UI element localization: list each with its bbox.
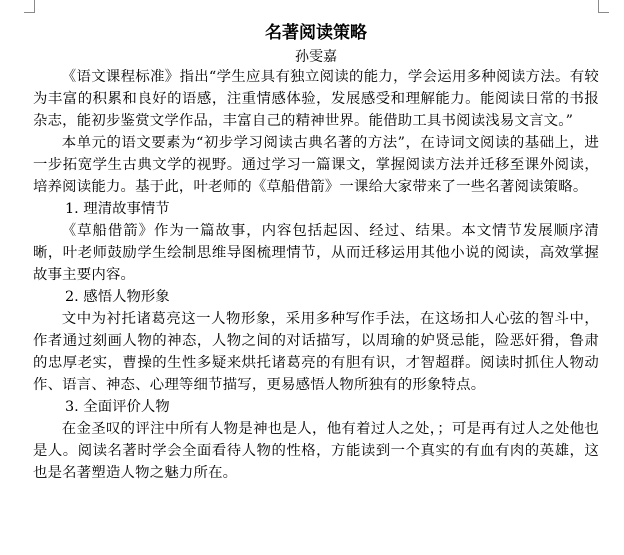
section-body-plot: 《草船借箭》作为一篇故事，内容包括起因、经过、结果。本文情节发展顺序清晰，叶老师鼓励学生绘制思维导图梳理情节，从而迁移运用其他小说的阅读，高效掌握故事主要内容。 <box>33 223 599 283</box>
document-title: 名著阅读策略 <box>265 23 367 43</box>
unit-paragraph: 本单元的语文要素为“初步学习阅读古典名著的方法”，在诗词文阅读的基础上，进一步拓宽学生古典文学的视野。通过学习一篇课文，掌握阅读方法并迁移至课外阅读，培养阅读能力。基于此，叶老师的《草船借箭》一课给大家带来了一些名著阅读策略。 <box>33 135 599 195</box>
section-heading-plot: 1. 理清故事情节 <box>65 201 170 217</box>
section-body-character: 文中为衬托诸葛亮这一人物形象，采用多种写作手法，在这场扣人心弦的智斗中，作者通过刻画人物的神态，人物之间的对话描写，以周瑜的妒贤忌能，险恶奸猾，鲁肃的忠厚老实，曹操的生性多疑来烘托诸葛亮的有胆有识，才智超群。阅读时抓住人物动作、语言、神态、心理等细节描写，更易感悟人物所独有的形象特点。 <box>33 311 599 393</box>
document-author: 孙雯嘉 <box>295 49 337 65</box>
section-heading-character: 2. 感悟人物形象 <box>65 289 170 305</box>
document-body <box>33 20 599 484</box>
page-corner-mark-left <box>24 0 35 13</box>
page-corner-mark-right <box>598 0 609 13</box>
section-heading-evaluation: 3. 全面评价人物 <box>65 399 170 415</box>
section-body-evaluation: 在金圣叹的评注中所有人物是神也是人，他有着过人之处，；可是再有过人之处他也是人。阅读名著时学会全面看待人物的性格，方能读到一个真实的有血有肉的英雄，这也是名著塑造人物之魅力所在。 <box>33 421 599 481</box>
intro-paragraph: 《语文课程标准》指出“学生应具有独立阅读的能力，学会运用多种阅读方法。有较为丰富的积累和良好的语感，注重情感体验，发展感受和理解能力。能阅读日常的书报杂志，能初步鉴赏文学作品，丰富自己的精神世界。能借助工具书阅读浅易文言文。” <box>33 69 599 129</box>
